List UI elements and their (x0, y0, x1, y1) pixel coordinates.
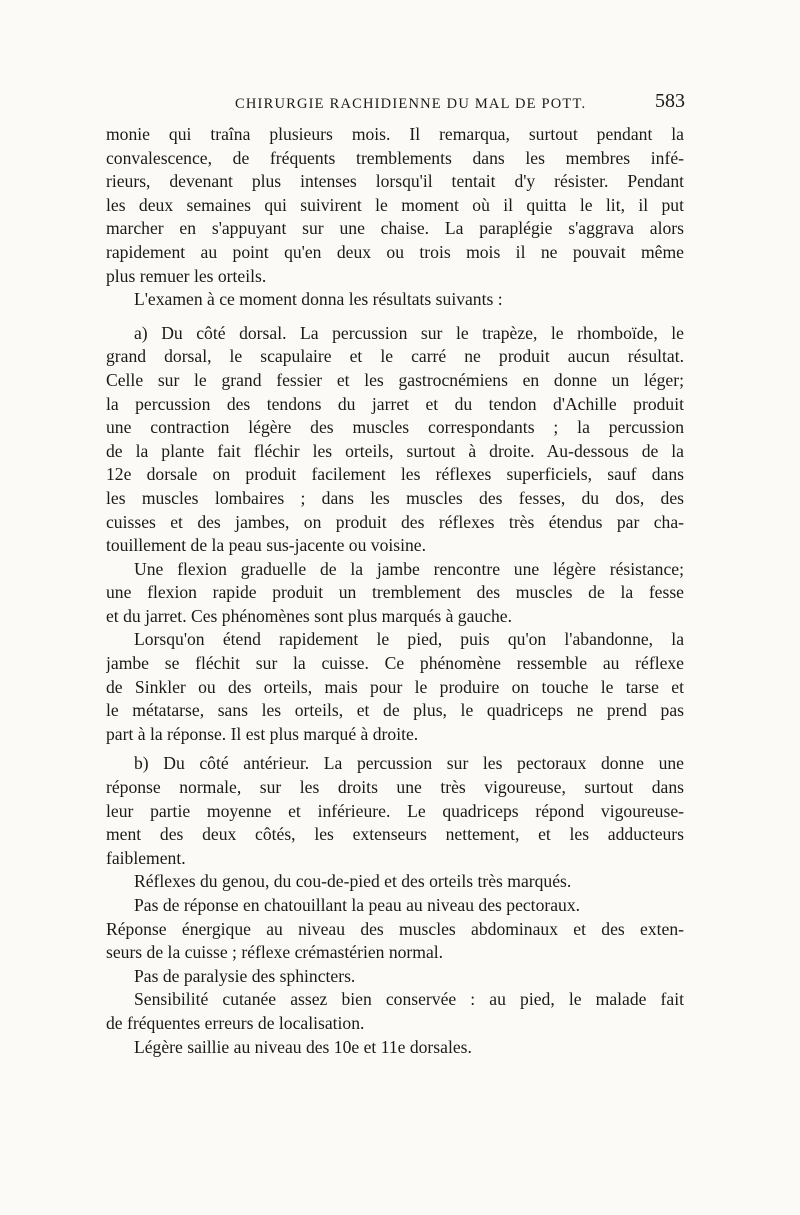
text-line: Légère saillie au niveau des 10e et 11e dorsales. (134, 1036, 472, 1057)
text-line: jambe se fléchit sur la cuisse. Ce phénomène ressemble au réflexe (106, 653, 684, 674)
text-line: les muscles lombaires ; dans les muscles des fesses, du dos, des (106, 487, 684, 508)
text-line: ment des deux côtés, les extenseurs nettement, et les adducteurs (106, 824, 684, 845)
text-line: une flexion rapide produit un tremblement des muscles de la fesse (106, 582, 684, 603)
text-line: de la plante fait fléchir les orteils, surtout à droite. Au-dessous de la (106, 440, 684, 461)
text-line: b) Du côté antérieur. La percussion sur les pectoraux donne une (134, 753, 684, 774)
text-line: grand dorsal, le scapulaire et le carré ne produit aucun résultat. (106, 346, 684, 367)
text-line: rapidement au point qu'en deux ou trois mois il ne pouvait même (106, 241, 684, 262)
text-line: a) Du côté dorsal. La percussion sur le trapèze, le rhomboïde, le (134, 322, 684, 343)
text-line: faiblement. (106, 847, 186, 868)
text-line: la percussion des tendons du jarret et du tendon d'Achille produit (106, 393, 684, 414)
text-line: rieurs, devenant plus intenses lorsqu'il tentait d'y résister. Pendant (106, 171, 684, 192)
text-line: touillement de la peau sus-jacente ou voisine. (106, 535, 427, 556)
text-line: une contraction légère des muscles correspondants ; la percussion (106, 417, 684, 438)
text-line: plus remuer les orteils. (106, 265, 267, 286)
text-line: et du jarret. Ces phénomènes sont plus marqués à gauche. (106, 605, 513, 626)
text-line: Celle sur le grand fessier et les gastrocnémiens en donne un léger; (106, 369, 684, 390)
text-line: marcher en s'appuyant sur une chaise. La paraplégie s'aggrava alors (106, 218, 684, 239)
text-line: Sensibilité cutanée assez bien conservée : au pied, le malade fait (134, 989, 684, 1010)
text-line: Une flexion graduelle de la jambe rencontre une légère résistance; (134, 558, 684, 579)
running-head: CHIRURGIE RACHIDIENNE DU MAL DE POTT. (235, 96, 587, 112)
text-line: Réponse énergique au niveau des muscles abdominaux et des exten- (106, 918, 684, 939)
text-line: monie qui traîna plusieurs mois. Il remarqua, surtout pendant la (106, 124, 684, 144)
text-line: part à la réponse. Il est plus marqué à droite. (106, 723, 419, 744)
text-line: le métatarse, sans les orteils, et de plus, le quadriceps ne prend pas (106, 700, 684, 721)
text-line: les deux semaines qui suivirent le moment où il quitta le lit, il put (106, 194, 684, 215)
text-line: seurs de la cuisse ; réflexe crémastérien normal. (106, 942, 444, 963)
text-line: L'examen à ce moment donna les résultats suivants : (134, 289, 503, 310)
page-header (105, 90, 685, 120)
text-line: Lorsqu'on étend rapidement le pied, puis qu'on l'abandonne, la (134, 629, 684, 650)
text-line: cuisses et des jambes, on produit des réflexes très étendus par cha- (106, 511, 684, 532)
text-line: Réflexes du genou, du cou-de-pied et des orteils très marqués. (134, 871, 572, 892)
text-line: 12e dorsale on produit facilement les réflexes superficiels, sauf dans (106, 464, 684, 485)
page-number: 583 (655, 90, 685, 112)
text-line: de fréquentes erreurs de localisation. (106, 1012, 365, 1033)
text-line: Pas de réponse en chatouillant la peau au niveau des pectoraux. (134, 895, 581, 915)
body-text (106, 123, 684, 1059)
text-line: réponse normale, sur les droits une très vigoureuse, surtout dans (106, 777, 684, 798)
text-line: de Sinkler ou des orteils, mais pour le produire on touche le tarse et (106, 676, 684, 697)
text-line: Pas de paralysie des sphincters. (134, 965, 356, 986)
text-line: leur partie moyenne et inférieure. Le quadriceps répond vigoureuse- (106, 800, 684, 821)
text-line: convalescence, de fréquents tremblements dans les membres infé- (106, 147, 684, 168)
